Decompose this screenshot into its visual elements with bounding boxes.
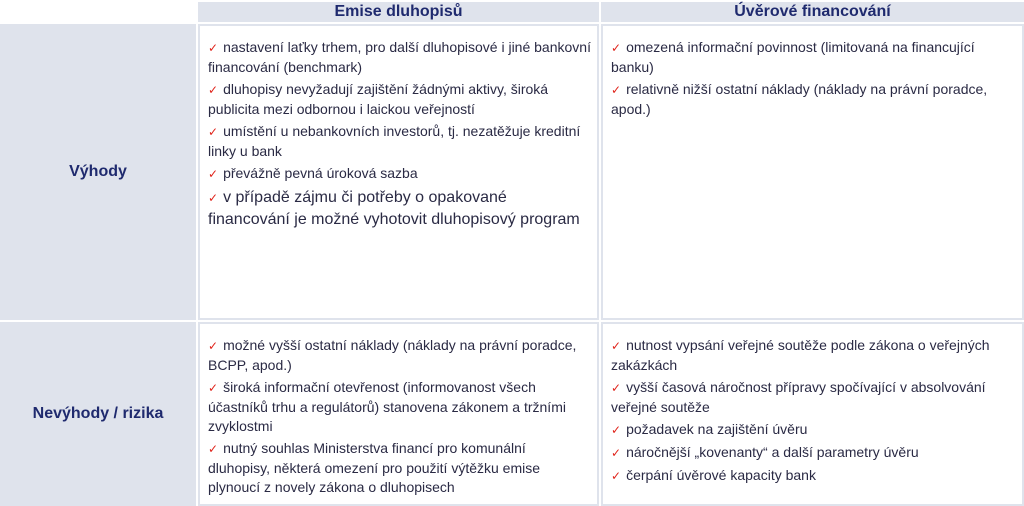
checkmark-icon: ✓ bbox=[208, 191, 219, 205]
list-item bbox=[611, 420, 1016, 440]
list-item bbox=[611, 38, 1016, 77]
list-item-text: omezená informační povinnost (limitovaná na financující banku) bbox=[611, 39, 975, 75]
checkmark-icon: ✓ bbox=[611, 83, 622, 97]
list-item-text: převážně pevná úroková sazba bbox=[223, 165, 418, 181]
checkmark-icon: ✓ bbox=[208, 167, 219, 181]
cell-advantages-bonds bbox=[198, 24, 599, 320]
list-item-text: vyšší časová náročnost přípravy spočívající v absolvování veřejné soutěže bbox=[611, 379, 986, 415]
checkmark-icon: ✓ bbox=[208, 83, 219, 97]
list-item bbox=[611, 443, 1016, 463]
checkmark-icon: ✓ bbox=[611, 41, 622, 55]
list-item-text: čerpání úvěrové kapacity bank bbox=[626, 467, 816, 483]
list-item-text: umístění u nebankovních investorů, tj. nezatěžuje kreditní linky u bank bbox=[208, 123, 581, 159]
list-item bbox=[208, 122, 591, 161]
checkmark-icon: ✓ bbox=[611, 423, 622, 437]
list-item-text: nastavení laťky trhem, pro další dluhopisové i jiné bankovní financování (benchmark) bbox=[208, 39, 591, 75]
cell-disadvantages-loans bbox=[601, 322, 1024, 506]
checkmark-icon: ✓ bbox=[611, 446, 622, 460]
checkmark-icon: ✓ bbox=[611, 339, 622, 353]
checkmark-icon: ✓ bbox=[208, 339, 219, 353]
checkmark-icon: ✓ bbox=[208, 41, 219, 55]
cell-advantages-loans bbox=[601, 24, 1024, 320]
list-item-text: dluhopisy nevyžadují zajištění žádnými aktivy, široká publicita mezi odbornou i laickou veřejností bbox=[208, 81, 549, 117]
list-item-text: nutný souhlas Ministerstva financí pro komunální dluhopisy, některá omezení pro použití výtěžku emise plynoucí z novely zákona o dluhopisech bbox=[208, 440, 541, 495]
table-corner bbox=[0, 0, 196, 22]
list-item bbox=[611, 466, 1016, 486]
column-header-loans: Úvěrové financování bbox=[601, 2, 1024, 22]
list-item bbox=[208, 378, 591, 436]
checkmark-icon: ✓ bbox=[208, 381, 219, 395]
list-item bbox=[611, 80, 1016, 119]
list-item bbox=[611, 378, 1016, 417]
list-item bbox=[208, 439, 591, 497]
column-header-bonds: Emise dluhopisů bbox=[198, 2, 599, 22]
list-item-text: široká informační otevřenost (informovanost všech účastníků trhu a regulátorů) stanovena zákonem a tržními zvyklostmi bbox=[208, 379, 566, 434]
checkmark-icon: ✓ bbox=[611, 469, 622, 483]
checkmark-icon: ✓ bbox=[611, 381, 622, 395]
list-item bbox=[208, 187, 591, 231]
list-item-text: v případě zájmu či potřeby o opakované financování je možné vyhotovit dluhopisový program bbox=[208, 189, 580, 228]
checkmark-icon: ✓ bbox=[208, 442, 219, 456]
row-label-advantages: Výhody bbox=[0, 24, 196, 320]
row-label-disadvantages: Nevýhody / rizika bbox=[0, 322, 196, 506]
list-item bbox=[208, 336, 591, 375]
list-item-text: možné vyšší ostatní náklady (náklady na právní poradce, BCPP, apod.) bbox=[208, 337, 577, 373]
list-item bbox=[611, 336, 1016, 375]
list-item bbox=[208, 80, 591, 119]
list-item bbox=[208, 164, 591, 184]
list-item-text: nutnost vypsání veřejné soutěže podle zákona o veřejných zakázkách bbox=[611, 337, 990, 373]
list-item bbox=[208, 38, 591, 77]
list-item-text: požadavek na zajištění úvěru bbox=[626, 421, 808, 437]
checkmark-icon: ✓ bbox=[208, 125, 219, 139]
list-item-text: relativně nižší ostatní náklady (náklady na právní poradce, apod.) bbox=[611, 81, 988, 117]
cell-disadvantages-bonds bbox=[198, 322, 599, 506]
list-item-text: náročnější „kovenanty“ a další parametry úvěru bbox=[626, 444, 919, 460]
